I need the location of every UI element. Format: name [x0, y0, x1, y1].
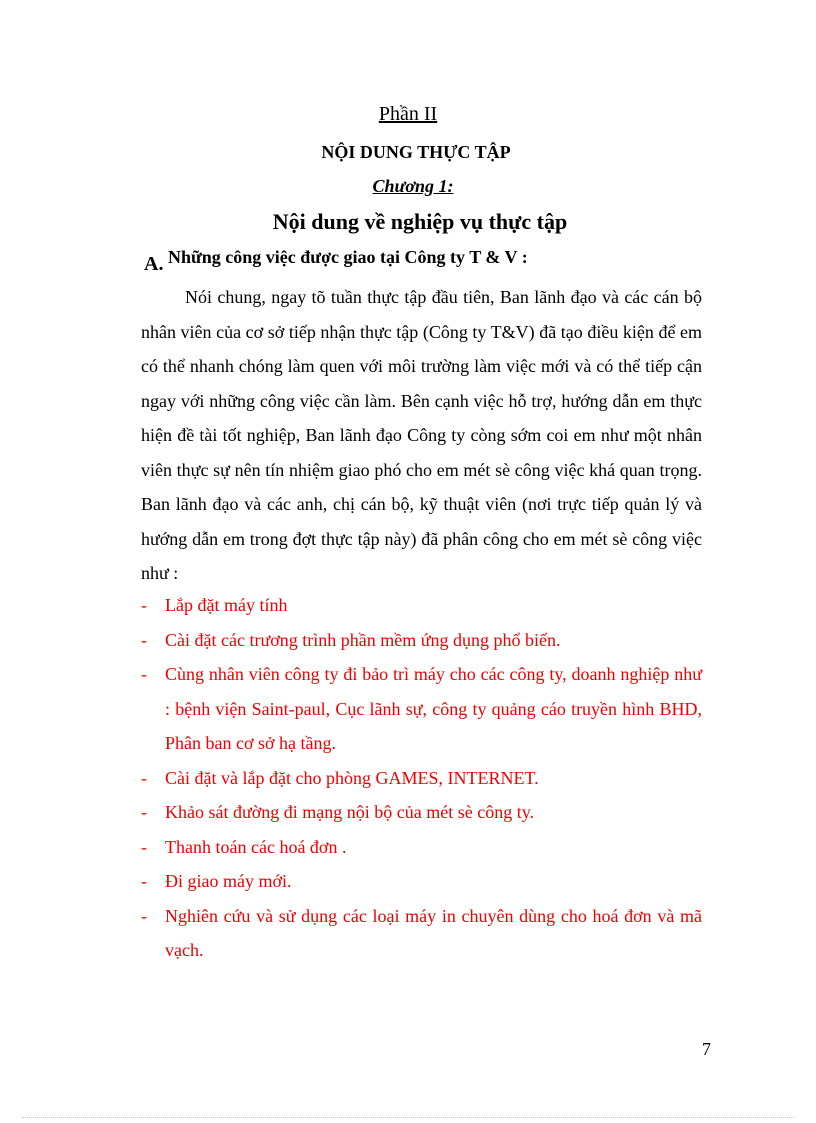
task-text: Cài đặt các trương trình phần mềm ứng dụng phổ biến. [165, 629, 561, 650]
task-item [141, 623, 702, 658]
page-number: 7 [702, 1039, 711, 1059]
task-item [141, 795, 702, 830]
intro-paragraph: Nói chung, ngay tõ tuần thực tập đầu tiên, Ban lãnh đạo và các cán bộ nhân viên của cơ sở tiếp nhận thực tập (Công ty T&V) đã tạo điều kiện để em có thể nhanh chóng làm quen với môi trường làm việc mới và có thể tiếp cận ngay với những công việc cần làm. Bên cạnh việc hỗ trợ, hướng dẫn em thực hiện đề tài tốt nghiệp, Ban lãnh đạo Công ty còng sớm coi em như một nhân viên thực sự nên tín nhiệm giao phó cho em mét sè công việc khá quan trọng. Ban lãnh đạo và các anh, chị cán bộ, kỹ thuật viên (nơi trực tiếp quản lý và hướng dẫn em trong đợt thực tập này) đã phân công cho em mét sè công việc như : [141, 287, 702, 583]
main-heading: NỘI DUNG THỰC TẬP [321, 142, 511, 162]
section-letter: A. [144, 253, 164, 275]
task-text: Thanh toán các hoá đơn . [165, 836, 347, 857]
chapter-label: Chương 1: [372, 176, 454, 196]
task-item [141, 864, 702, 899]
section-heading [144, 246, 528, 275]
task-text: Cài đặt và lắp đặt cho phòng GAMES, INTERNET. [165, 767, 539, 788]
task-item [141, 657, 702, 761]
bullet-dash: - [141, 629, 147, 650]
task-text: Lắp đặt máy tính [165, 595, 288, 615]
task-item [141, 588, 702, 623]
section-title: Những công việc được giao tại Công ty T & V : [163, 247, 528, 267]
bullet-dash: - [141, 871, 147, 891]
bullet-dash: - [141, 905, 147, 926]
task-item [141, 761, 702, 796]
page-bottom-border [22, 1117, 794, 1118]
part-title: Phần II [378, 103, 438, 125]
task-text: Cùng nhân viên công ty đi bảo trì máy cho các công ty, doanh nghiệp như : bệnh viện Saint-paul, Cục lãnh sự, công ty quảng cáo truyền hình BHD, Phân ban cơ sở hạ tầng. [165, 664, 702, 753]
task-list [141, 588, 702, 968]
bullet-dash: - [141, 664, 147, 684]
bullet-dash: - [141, 767, 147, 788]
task-text: Khảo sát đường đi mạng nội bộ của mét sè công ty. [165, 802, 535, 822]
task-text: Đi giao máy mới. [165, 871, 292, 891]
bullet-dash: - [141, 802, 147, 822]
task-text: Nghiên cứu và sử dụng các loại máy in chuyên dùng cho hoá đơn và mã vạch. [165, 905, 702, 960]
task-item [141, 899, 702, 968]
bullet-dash: - [141, 595, 147, 615]
bullet-dash: - [141, 836, 147, 857]
chapter-title: Nội dung về nghiệp vụ thực tập [272, 209, 568, 234]
task-item [141, 830, 702, 865]
